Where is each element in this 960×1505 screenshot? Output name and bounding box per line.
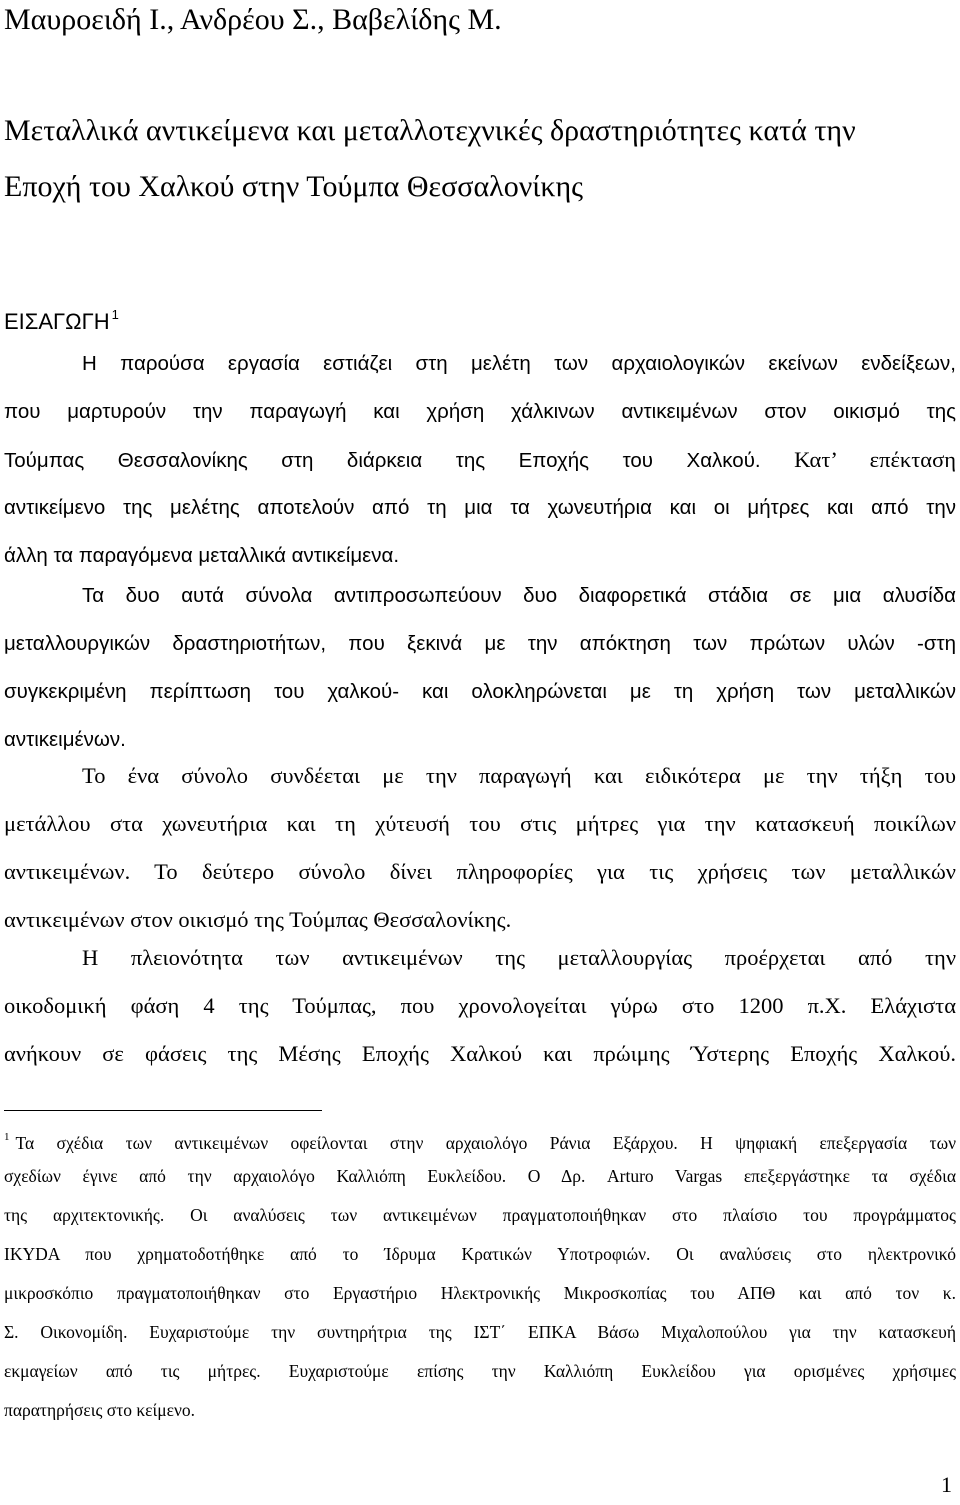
- paragraph-line: ανήκουν σε φάσεις της Μέσης Εποχής Χαλκού και πρώιμης Ύστερης Εποχής Χαλκού.: [4, 1041, 956, 1066]
- footnote: [4, 1118, 956, 1430]
- footnote-line: Σ. Οικονομίδη. Ευχαριστούμε την συντηρήτρια της ΙΣΤ΄ ΕΠΚΑ Βάσω Μιχαλοπούλου για την κατασκευή: [4, 1322, 956, 1342]
- footnote-reference: 1: [111, 307, 119, 322]
- footnote-line: [4, 1118, 956, 1157]
- paragraph-line: που μαρτυρούν την παραγωγή και χρήση χάλκινων αντικειμένων στον οικισμό της: [4, 400, 956, 423]
- footnote-line-text: Τα σχέδια των αντικειμένων οφείλονται στην αρχαιολόγο Ράνια Εξάρχου. Η ψηφιακή επεξεργασία των: [15, 1133, 956, 1153]
- paragraph-4: [4, 934, 956, 1078]
- paragraph-3: [4, 752, 956, 944]
- title-line: Μεταλλικά αντικείμενα και μεταλλοτεχνικές δραστηριότητες κατά την: [4, 114, 856, 147]
- footnote-line: παρατηρήσεις στο κείμενο.: [4, 1400, 196, 1420]
- paragraph-line: συγκεκριμένη περίπτωση του χαλκού- και ολοκληρώνεται με τη χρήση των μεταλλικών: [4, 680, 956, 703]
- footnote-separator: [4, 1110, 322, 1111]
- paragraph-line: αντικειμένων.: [4, 728, 126, 751]
- footnote-line: σχεδίων έγινε από την αρχαιολόγο Καλλιόπη Ευκλείδου. Ο Δρ. Arturo Vargas επεξεργάστηκε τα σχέδια: [4, 1166, 956, 1186]
- paragraph-line: αντικείμενο της μελέτης αποτελούν από τη μια τα χωνευτήρια και οι μήτρες και από την: [4, 496, 956, 519]
- paragraph-line: οικοδομική φάση 4 της Τούμπας, που χρονολογείται γύρω στο 1200 π.Χ. Ελάχιστα: [4, 993, 956, 1018]
- footnote-line: μικροσκόπιο πραγματοποιήθηκαν στο Εργαστήριο Ηλεκτρονικής Μικροσκοπίας του ΑΠΘ και από τον κ.: [4, 1283, 956, 1303]
- paragraph-line: Τα δυο αυτά σύνολα αντιπροσωπεύουν δυο διαφορετικά στάδια σε μια αλυσίδα: [82, 584, 956, 607]
- paragraph-line: αντικειμένων στον οικισμό της Τούμπας Θεσσαλονίκης.: [4, 907, 512, 932]
- paragraph-1: [4, 340, 956, 580]
- title-line: Εποχή του Χαλκού στην Τούμπα Θεσσαλονίκης: [4, 170, 584, 203]
- paragraph-line: άλλη τα παραγόμενα μεταλλικά αντικείμενα.: [4, 544, 400, 567]
- paragraph-line: Το ένα σύνολο συνδέεται με την παραγωγή και ειδικότερα με την τήξη του: [82, 763, 956, 788]
- footnote-line: εκμαγείων από τις μήτρες. Ευχαριστούμε επίσης την Καλλιόπη Ευκλείδου για ορισμένες χρήσιμες: [4, 1361, 956, 1381]
- paragraph-line-serif-part: Κατ’ επέκταση: [794, 447, 956, 472]
- authors-line: Μαυροειδή Ι., Ανδρέου Σ., Βαβελίδης Μ.: [4, 3, 502, 36]
- paragraph-line: [4, 436, 956, 484]
- paragraph-line: μετάλλου στα χωνευτήρια και τη χύτευσή του στις μήτρες για την κατασκευή ποικίλων: [4, 811, 956, 836]
- article-title: [4, 103, 954, 215]
- paragraph-line: αντικειμένων. Το δεύτερο σύνολο δίνει πληροφορίες για τις χρήσεις των μεταλλικών: [4, 859, 956, 884]
- paragraph-line: μεταλλουργικών δραστηριοτήτων, που ξεκινά με την απόκτηση των πρώτων υλών -στη: [4, 632, 956, 655]
- paragraph-2: [4, 572, 956, 764]
- paragraph-line: Η πλειονότητα των αντικειμένων της μεταλλουργίας προέρχεται από την: [82, 945, 956, 970]
- footnote-line: της αρχιτεκτονικής. Οι αναλύσεις των αντικειμένων πραγματοποιήθηκαν στο πλαίσιο του προγράμματος: [4, 1205, 956, 1225]
- paragraph-line: Η παρούσα εργασία εστιάζει στη μελέτη των αρχαιολογικών εκείνων ενδείξεων,: [82, 352, 956, 375]
- footnote-line: IKYDA που χρηματοδοτήθηκε από το Ίδρυμα Κρατικών Υποτροφιών. Οι αναλύσεις στο ηλεκτρονικό: [4, 1244, 956, 1264]
- footnote-marker: 1: [4, 1131, 10, 1143]
- section-heading: [4, 300, 119, 337]
- paragraph-line-sans-part: Τούμπας Θεσσαλονίκης στη διάρκεια της Εποχής του Χαλκού.: [4, 449, 761, 472]
- page-number: 1: [941, 1472, 952, 1497]
- section-heading-text: ΕΙΣΑΓΩΓΗ: [4, 309, 110, 334]
